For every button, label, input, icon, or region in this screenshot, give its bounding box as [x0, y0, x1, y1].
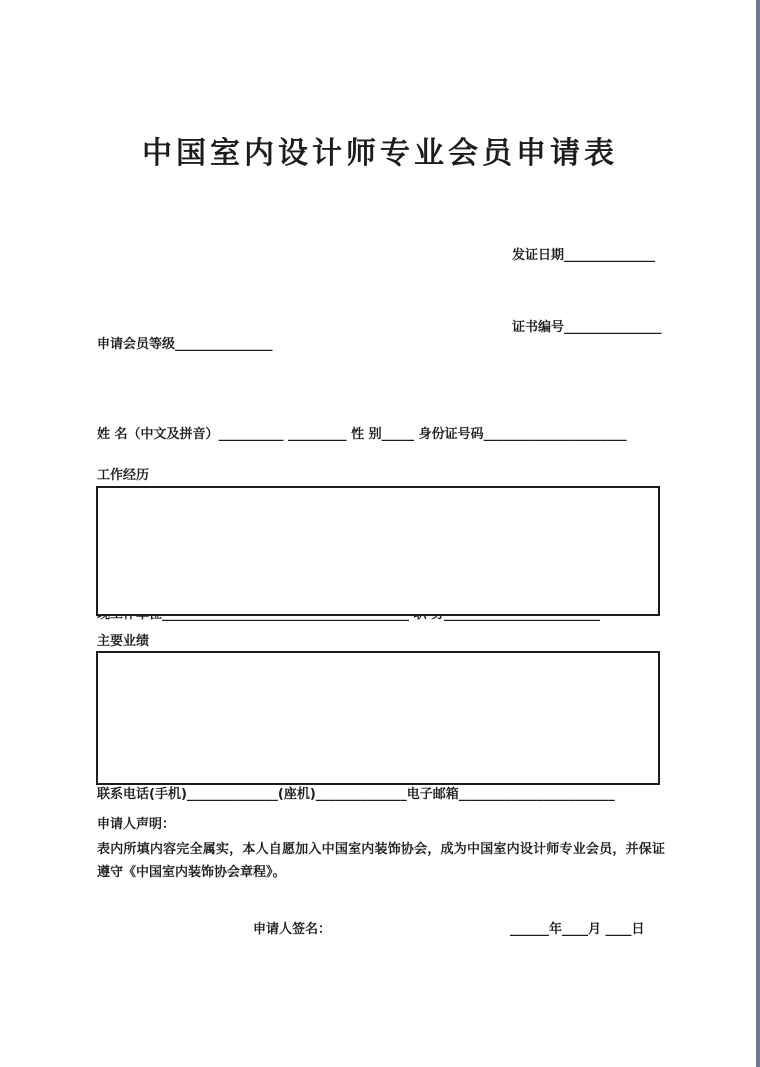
field-line-phone-email: 联系电话(手机)______________(座机)______________电子邮箱________________________ — [97, 787, 615, 802]
page-title: 中国室内设计师专业会员申请表 — [142, 136, 618, 171]
issue-date-line: 发证日期______________ — [512, 248, 656, 263]
declaration-heading: 申请人声明： — [97, 817, 176, 832]
achievements-box[interactable] — [96, 651, 660, 785]
field-line-member-level: 申请会员等级_______________ — [97, 337, 273, 352]
date-blank-line: ______年____月 ____日 — [510, 922, 645, 937]
achievements-label: 主要业绩 — [97, 634, 150, 649]
cert-number-line: 证书编号_______________ — [512, 320, 662, 335]
work-experience-label: 工作经历 — [97, 468, 150, 483]
field-line-name-gender-id: 姓 名（中文及拼音）__________ _________ 性 别_____ 身份证号码______________________ — [97, 427, 627, 442]
signature-label: 申请人签名： — [253, 922, 332, 937]
work-experience-box[interactable] — [96, 486, 660, 616]
applicant-declaration — [97, 813, 665, 884]
declaration-text: 表内所填内容完全属实，本人自愿加入中国室内装饰协会，成为中国室内设计师专业会员，并保证遵守《中国室内装饰协会章程》。 — [97, 842, 665, 880]
